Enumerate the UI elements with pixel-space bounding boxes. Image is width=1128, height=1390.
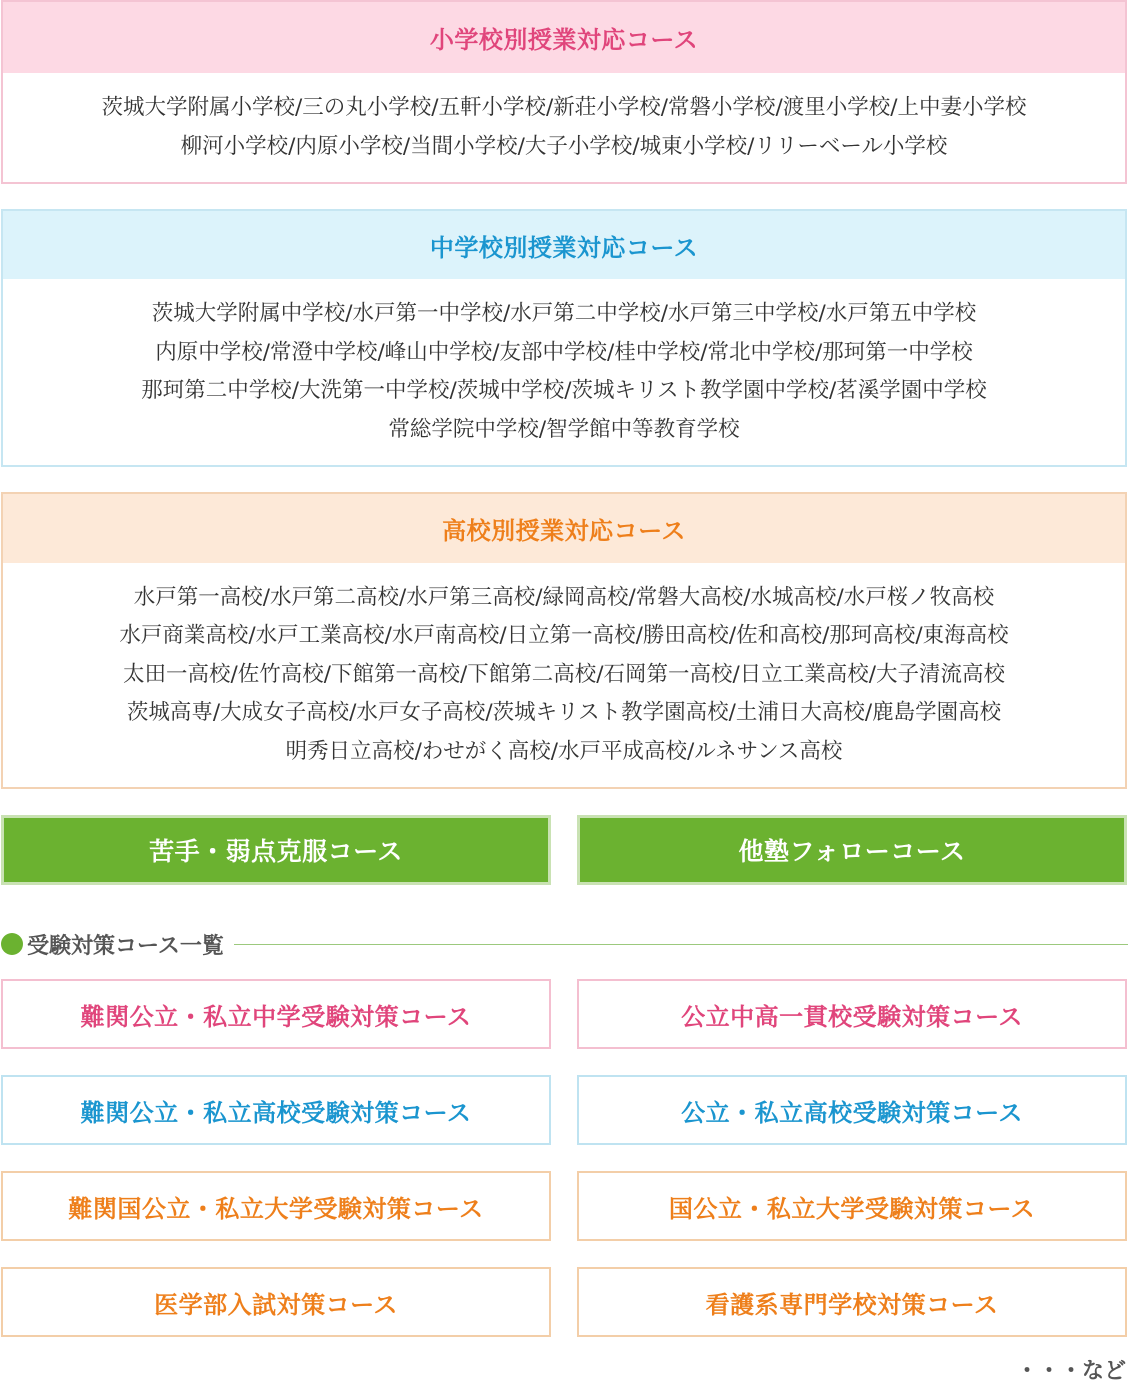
elementary-course-panel (1, 0, 1127, 184)
high-course-title: 高校別授業対応コース (3, 494, 1125, 563)
school-list-line: 那珂第二中学校/大洗第一中学校/茨城中学校/茨城キリスト教学園中学校/茗溪学園中学校 (141, 378, 987, 403)
other-juku-follow-course-button[interactable]: 他塾フォローコース (577, 815, 1127, 885)
exam-section-title: 受験対策コース一覧 (27, 933, 224, 959)
school-list-line: 水戸商業高校/水戸工業高校/水戸南高校/日立第一高校/勝田高校/佐和高校/那珂高校/東海高校 (119, 623, 1009, 649)
high-school-list (3, 563, 1125, 787)
elementary-course-title: 小学校別授業対応コース (3, 2, 1125, 73)
exam-course-button[interactable]: 難関国公立・私立大学受験対策コース (1, 1171, 551, 1241)
school-list-line: 茨城高専/大成女子高校/水戸女子高校/茨城キリスト教学園高校/土浦日大高校/鹿島学園高校 (126, 700, 1002, 726)
weakness-course-button[interactable]: 苦手・弱点克服コース (1, 815, 551, 885)
exam-course-button[interactable]: 看護系専門学校対策コース (577, 1267, 1127, 1337)
bullet-dot-icon (1, 933, 23, 955)
high-course-panel (1, 492, 1127, 789)
middle-course-panel (1, 209, 1127, 467)
exam-course-button[interactable]: 医学部入試対策コース (1, 1267, 551, 1337)
school-list-line: 茨城大学附属小学校/三の丸小学校/五軒小学校/新荘小学校/常磐小学校/渡里小学校/上中妻小学校 (101, 95, 1027, 120)
school-list-line: 柳河小学校/内原小学校/当間小学校/大子小学校/城東小学校/リリーベール小学校 (180, 133, 948, 159)
exam-section-heading (0, 928, 1128, 960)
school-list-line: 内原中学校/常澄中学校/峰山中学校/友部中学校/桂中学校/常北中学校/那珂第一中学校 (155, 339, 973, 365)
school-list-line: 茨城大学附属中学校/水戸第一中学校/水戸第二中学校/水戸第三中学校/水戸第五中学校 (151, 301, 977, 326)
exam-course-button[interactable]: 難関公立・私立中学受験対策コース (1, 979, 551, 1049)
exam-course-button[interactable]: 国公立・私立大学受験対策コース (577, 1171, 1127, 1241)
school-list-line: 明秀日立高校/わせがく高校/水戸平成高校/ルネサンス高校 (285, 738, 843, 764)
elementary-school-list (3, 73, 1125, 182)
exam-course-button[interactable]: 難関公立・私立高校受験対策コース (1, 1075, 551, 1145)
school-list-line: 常総学院中学校/智学館中等教育学校 (388, 416, 740, 442)
etc-note: ・・・など (1015, 1359, 1126, 1384)
school-list-line: 太田一高校/佐竹高校/下館第一高校/下館第二高校/石岡第一高校/日立工業高校/大子清流高校 (123, 661, 1005, 687)
school-list-line: 水戸第一高校/水戸第二高校/水戸第三高校/緑岡高校/常磐大高校/水城高校/水戸桜ノ牧高校 (133, 584, 995, 610)
heading-divider (234, 944, 1128, 945)
middle-school-list (3, 279, 1125, 465)
middle-course-title: 中学校別授業対応コース (3, 211, 1125, 279)
exam-course-button[interactable]: 公立・私立高校受験対策コース (577, 1075, 1127, 1145)
exam-course-button[interactable]: 公立中高一貫校受験対策コース (577, 979, 1127, 1049)
